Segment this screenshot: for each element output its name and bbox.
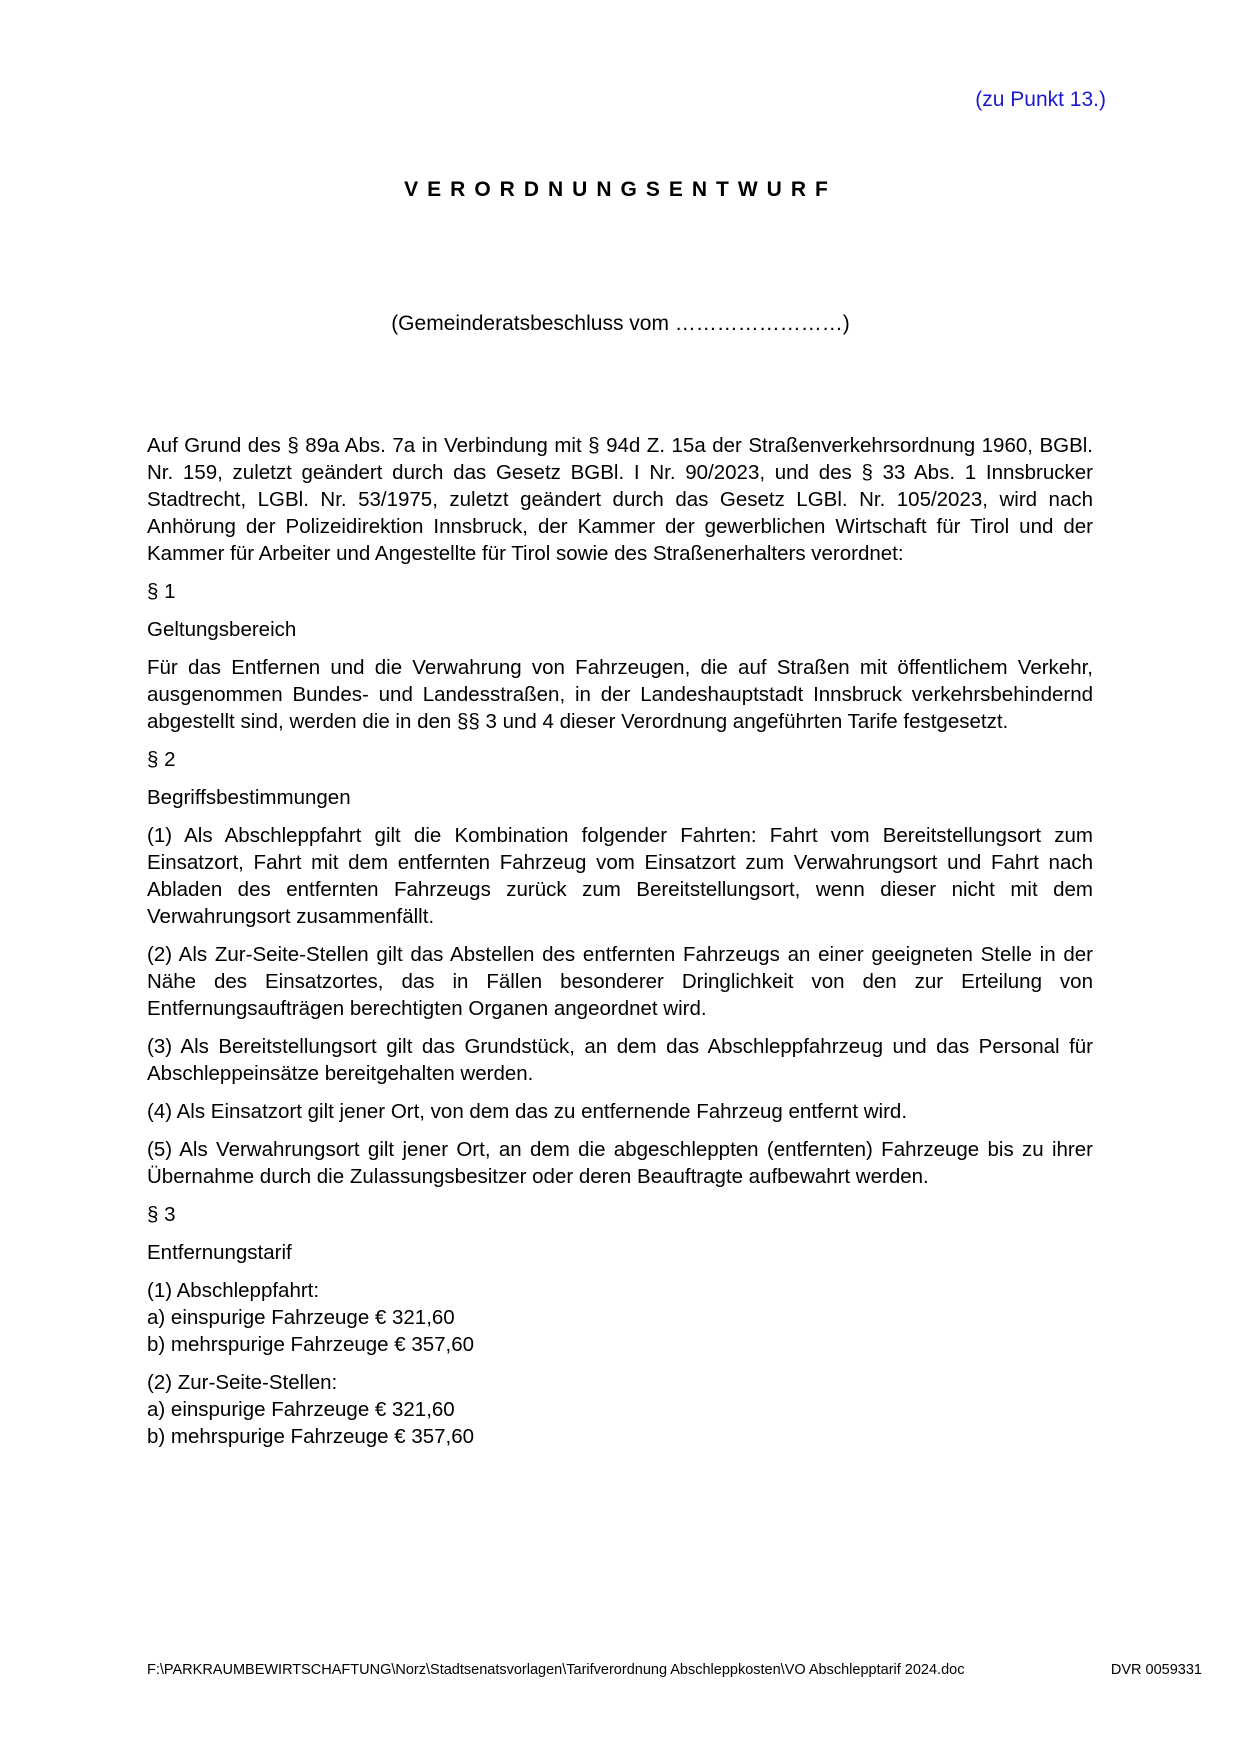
page-footer bbox=[147, 1662, 1202, 1678]
tariff-item: b) mehrspurige Fahrzeuge € 357,60 bbox=[147, 1333, 475, 1356]
section-2-paragraph-4: (4) Als Einsatzort gilt jener Ort, von dem das zu entfernende Fahrzeug entfernt wird. bbox=[147, 1100, 908, 1123]
section-2-paragraph-3: (3) Als Bereitstellungsort gilt das Grundstück, an dem das Abschleppfahrzeug und das Personal für Abschleppeinsätze bereitgehalten werden. bbox=[147, 1035, 1093, 1085]
section-1-title: Geltungsbereich bbox=[147, 618, 297, 641]
section-1-number: § 1 bbox=[147, 580, 176, 603]
tariff-heading: (1) Abschleppfahrt: bbox=[147, 1279, 320, 1302]
tariff-item: a) einspurige Fahrzeuge € 321,60 bbox=[147, 1306, 455, 1329]
section-2-paragraph-1: (1) Als Abschleppfahrt gilt die Kombination folgender Fahrten: Fahrt vom Bereitstellungsort zum Einsatzort, Fahrt mit dem entfernten Fahrzeug vom Einsatzort zum Verwahrungsort und Fahrt nach Abladen des entfernten Fahrzeugs zurück zum Bereitstellungsort, wenn dieser nicht mit dem Verwahrungsort zusammenfällt. bbox=[147, 824, 1093, 928]
tariff-item: a) einspurige Fahrzeuge € 321,60 bbox=[147, 1398, 455, 1421]
tariff-heading: (2) Zur-Seite-Stellen: bbox=[147, 1371, 338, 1394]
section-3-number: § 3 bbox=[147, 1203, 176, 1226]
tariff-group-side-parking bbox=[147, 1369, 1093, 1450]
preamble: Auf Grund des § 89a Abs. 7a in Verbindung mit § 94d Z. 15a der Straßenverkehrsordnung 1960, BGBl. Nr. 159, zuletzt geändert durch das Gesetz BGBl. I Nr. 90/2023, und des § 33 Abs. 1 Innsbrucker Stadtrecht, LGBl. Nr. 53/1975, zuletzt geändert durch das Gesetz LGBl. Nr. 105/2023, wird nach Anhörung der Polizeidirektion Innsbruck, der Kammer der gewerblichen Wirtschaft für Tirol und der Kammer für Arbeiter und Angestellte für Tirol sowie des Straßenerhalters verordnet: bbox=[147, 434, 1093, 565]
tariff-item: b) mehrspurige Fahrzeuge € 357,60 bbox=[147, 1425, 475, 1448]
section-2-title: Begriffsbestimmungen bbox=[147, 786, 351, 809]
section-1-paragraph: Für das Entfernen und die Verwahrung von Fahrzeugen, die auf Straßen mit öffentlichem Verkehr, ausgenommen Bundes- und Landesstraßen, in der Landeshauptstadt Innsbruck verkehrsbehindernd abgestellt sind, werden die in den §§ 3 und 4 dieser Verordnung angeführten Tarife festgesetzt. bbox=[147, 656, 1093, 733]
agenda-reference: (zu Punkt 13.) bbox=[975, 88, 1106, 111]
dvr-number: DVR 0059331 bbox=[1110, 1662, 1202, 1678]
tariff-group-towing bbox=[147, 1277, 1093, 1358]
document-title: VERORDNUNGSENTWURF bbox=[404, 178, 837, 201]
file-path: F:\PARKRAUMBEWIRTSCHAFTUNG\Norz\Stadtsenatsvorlagen\Tarifverordnung Abschleppkosten\VO Abschlepptarif 2024.doc bbox=[147, 1662, 965, 1678]
section-2-paragraph-2: (2) Als Zur-Seite-Stellen gilt das Abstellen des entfernten Fahrzeugs an einer geeigneten Stelle in der Nähe des Einsatzortes, das in Fällen besonderer Dringlichkeit von den zur Erteilung von Entfernungsaufträgen berechtigten Organen angeordnet wird. bbox=[147, 943, 1093, 1020]
document-body bbox=[147, 432, 1093, 1461]
section-2-paragraph-5: (5) Als Verwahrungsort gilt jener Ort, an dem die abgeschleppten (entfernten) Fahrzeuge bis zu ihrer Übernahme durch die Zulassungsbesitzer oder deren Beauftragte aufbewahrt werden. bbox=[147, 1138, 1093, 1188]
council-decision-line: (Gemeinderatsbeschluss vom ……………………) bbox=[391, 312, 850, 335]
section-3-title: Entfernungstarif bbox=[147, 1241, 292, 1264]
section-2-number: § 2 bbox=[147, 748, 176, 771]
